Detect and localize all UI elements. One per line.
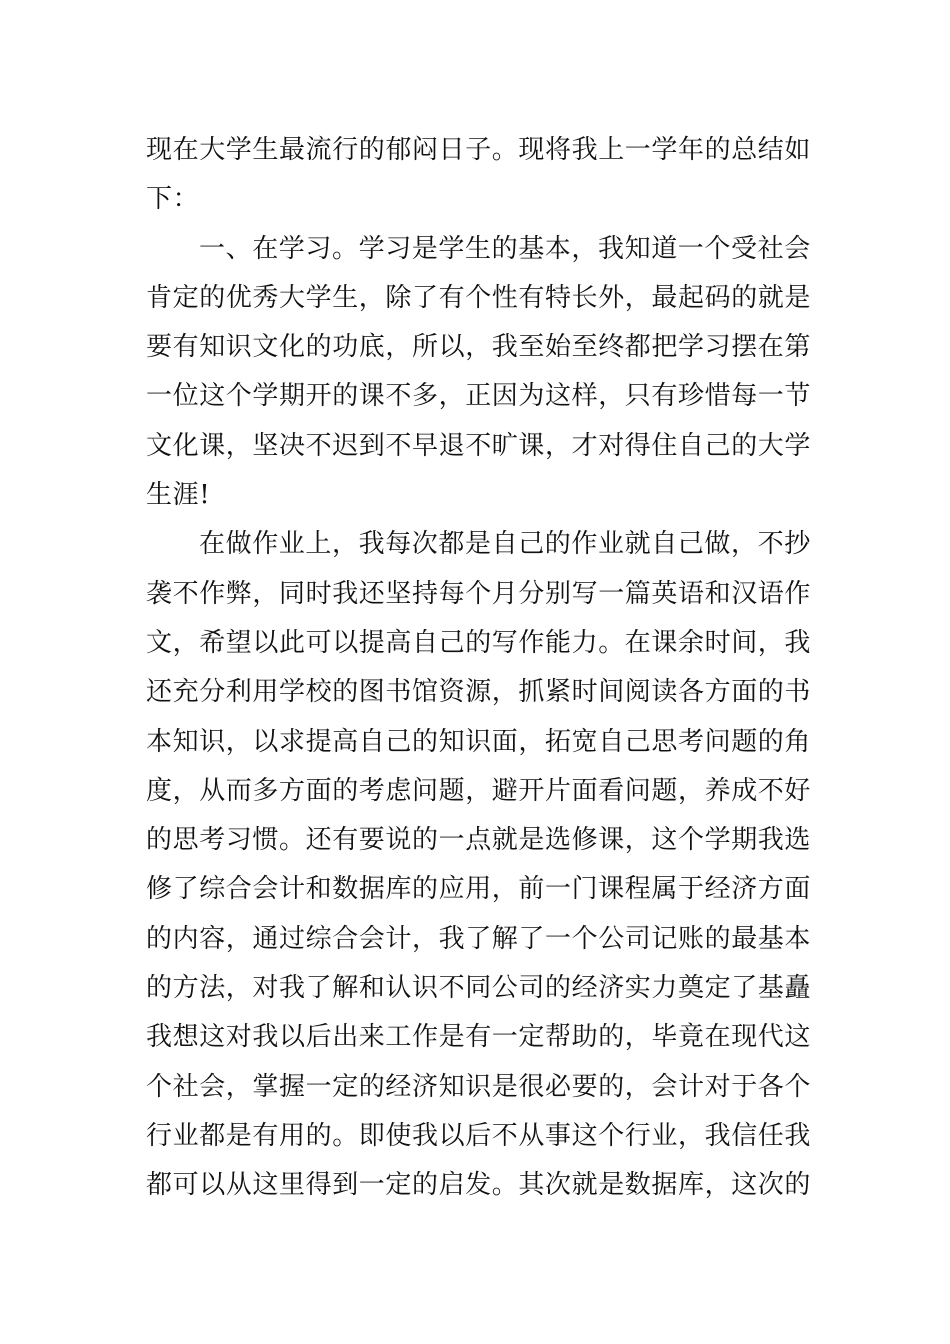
text-line: 文，希望以此可以提高自己的写作能力。在课余时间，我	[146, 627, 812, 658]
text-line: 现在大学生最流行的郁闷日子。现将我上一学年的总结如	[146, 135, 812, 165]
paragraph-start-line: 在做作业上，我每次都是自己的作业就自己做，不抄	[199, 529, 811, 560]
text-line: 行业都是有用的。即使我以后不从事这个行业，我信任我	[146, 1120, 812, 1151]
text-line: 的思考习惯。还有要说的一点就是选修课，这个学期我选	[146, 825, 812, 856]
text-line: 要有知识文化的功底，所以，我至始至终都把学习摆在第	[146, 332, 812, 363]
text-line: 的方法，对我了解和认识不同公司的经济实力奠定了基矗	[146, 973, 812, 1004]
text-line: 个社会，掌握一定的经济知识是很必要的，会计对于各个	[146, 1071, 812, 1102]
text-line: 度，从而多方面的考虑问题，避开片面看问题，养成不好	[146, 775, 812, 806]
text-line: 的内容，通过综合会计，我了解了一个公司记账的最基本	[146, 923, 812, 954]
text-line: 生涯!	[146, 480, 211, 511]
text-line: 还充分利用学校的图书馆资源，抓紧时间阅读各方面的书	[146, 677, 812, 708]
text-line: 修了综合会计和数据库的应用，前一门课程属于经济方面	[146, 874, 812, 905]
text-line: 都可以从这里得到一定的启发。其次就是数据库，这次的	[146, 1170, 812, 1201]
body-text	[146, 126, 812, 1211]
text-line: 肯定的优秀大学生，除了有个性有特长外，最起码的就是	[146, 282, 812, 313]
text-line: 我想这对我以后出来工作是有一定帮助的，毕竟在现代这	[146, 1022, 812, 1053]
text-line: 本知识，以求提高自己的知识面，拓宽自己思考问题的角	[146, 726, 812, 757]
text-line: 下：	[146, 184, 200, 215]
text-line: 袭不作弊，同时我还坚持每个月分别写一篇英语和汉语作	[146, 578, 812, 609]
paragraph-start-line: 一、在学习。学习是学生的基本，我知道一个受社会	[199, 233, 811, 264]
text-line: 文化课，坚决不迟到不早退不旷课，才对得住自己的大学	[146, 430, 812, 461]
text-line: 一位这个学期开的课不多，正因为这样，只有珍惜每一节	[146, 381, 812, 412]
